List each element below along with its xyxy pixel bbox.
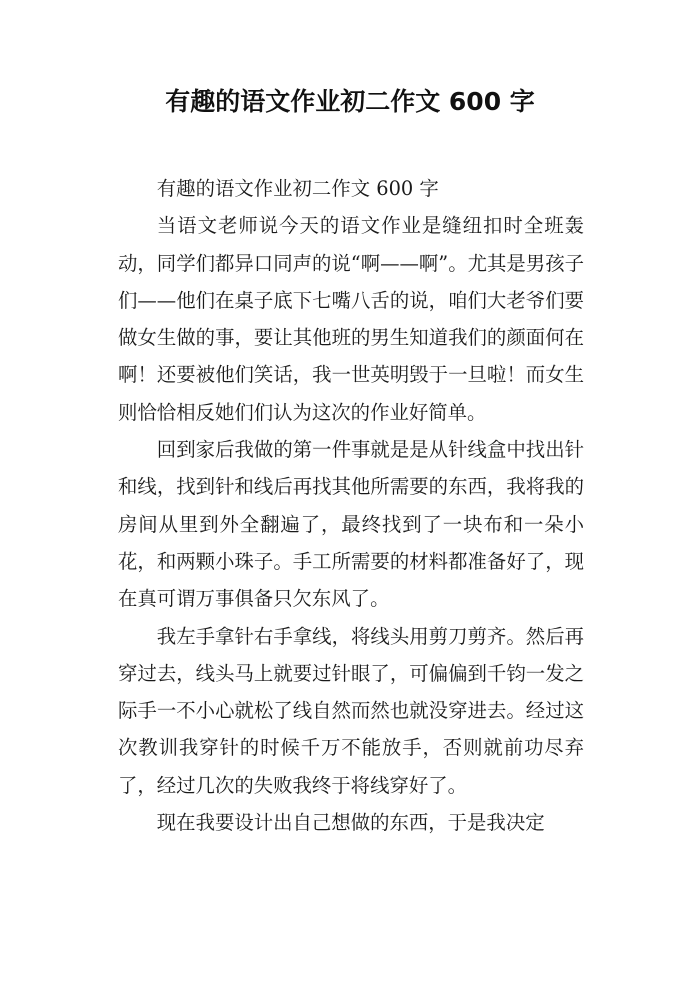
paragraph-3: 我左手拿针右手拿线，将线头用剪刀剪齐。然后再穿过去，线头马上就要过针眼了，可偏偏到千钧一发之际手一不小心就松了线自然而然也就没穿进去。经过这次教训我穿针的时候千万不能放手，否则就前功尽弃了，经过几次的失败我终于将线穿好了。 [118,624,584,797]
paragraph-4: 现在我要设计出自己想做的东西，于是我决定 [156,811,545,835]
document-title: 有趣的语文作业初二作文 600 字 [165,87,535,116]
document-body [118,170,584,841]
body-subtitle: 有趣的语文作业初二作文 600 字 [156,177,439,200]
paragraph-2: 回到家后我做的第一件事就是是从针线盒中找出针和线，找到针和线后再找其他所需要的东西，我将我的房间从里到外全翻遍了，最终找到了一块布和一朵小花，和两颗小珠子。手工所需要的材料都准备好了，现在真可谓万事俱备只欠东风了。 [118,438,584,611]
paragraph-1: 当语文老师说今天的语文作业是缝纽扣时全班轰动，同学们都异口同声的说“啊——啊”。尤其是男孩子们——他们在桌子底下七嘴八舌的说，咱们大老爷们要做女生做的事，要让其他班的男生知道我们的颜面何在啊！还要被他们笑话，我一世英明毁于一旦啦！而女生则恰恰相反她们们认为这次的作业好简单。 [118,214,584,424]
